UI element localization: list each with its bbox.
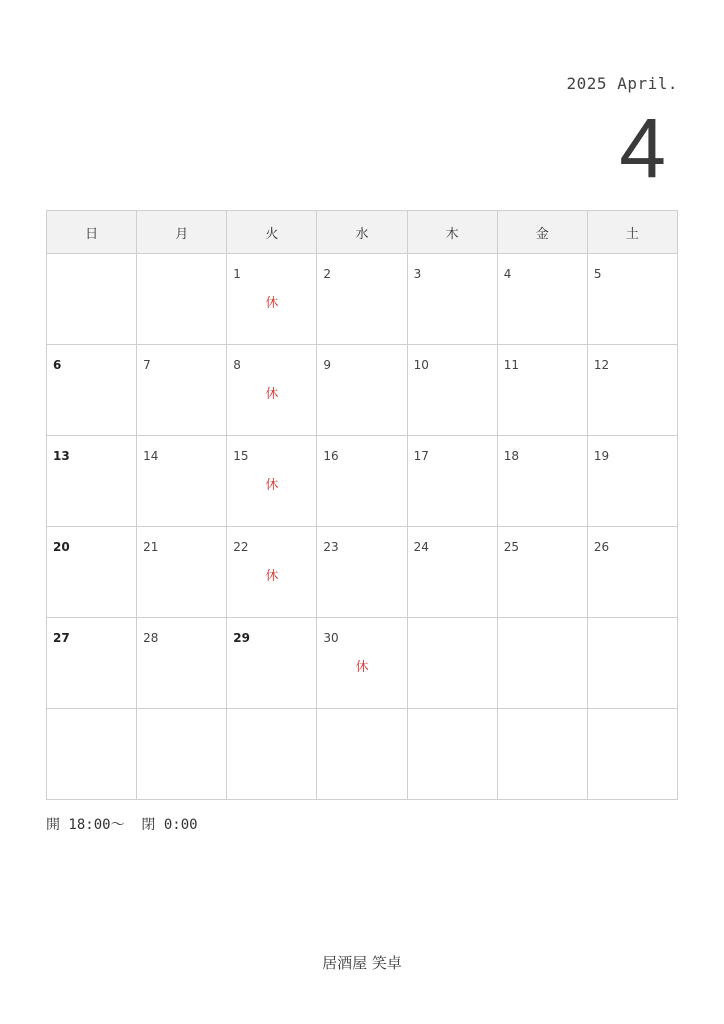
calendar-week-row — [47, 436, 678, 527]
day-number: 5 — [593, 267, 602, 281]
calendar-day-cell — [497, 345, 587, 436]
weekday-thu: 木 — [407, 211, 497, 254]
calendar-day-cell — [47, 527, 137, 618]
calendar-day-cell — [317, 254, 407, 345]
weekday-sat: 土 — [587, 211, 677, 254]
calendar-day-cell — [407, 436, 497, 527]
calendar-week-row — [47, 709, 678, 800]
weekday-mon: 月 — [137, 211, 227, 254]
calendar-day-cell — [497, 527, 587, 618]
weekday-sun: 日 — [47, 211, 137, 254]
day-number: 11 — [503, 358, 519, 372]
year-month-label: 2025 April. — [566, 74, 678, 93]
calendar-day-cell — [407, 254, 497, 345]
calendar-day-cell — [227, 345, 317, 436]
day-number: 27 — [53, 631, 70, 645]
closed-day-mark: 休 — [265, 478, 279, 493]
calendar-day-cell — [47, 618, 137, 709]
calendar-day-cell — [497, 709, 587, 800]
calendar-day-cell — [227, 436, 317, 527]
day-number: 19 — [593, 449, 610, 463]
calendar-day-cell — [227, 254, 317, 345]
day-number: 22 — [233, 540, 249, 554]
calendar-week-row — [47, 254, 678, 345]
calendar-grid — [46, 210, 678, 800]
day-number: 28 — [143, 631, 159, 645]
calendar-day-cell — [587, 254, 677, 345]
calendar-day-cell — [47, 709, 137, 800]
calendar-day-cell — [227, 709, 317, 800]
weekday-header-row — [47, 211, 678, 254]
closed-day-mark: 休 — [355, 660, 369, 675]
day-number: 7 — [143, 358, 151, 372]
shop-name: 居酒屋 笑卓 — [322, 954, 402, 972]
day-number: 21 — [143, 540, 159, 554]
calendar-day-cell — [407, 527, 497, 618]
month-number: 4 — [619, 101, 666, 195]
calendar-day-cell — [47, 254, 137, 345]
calendar-week-row — [47, 527, 678, 618]
calendar-week-row — [47, 618, 678, 709]
calendar-day-cell — [47, 345, 137, 436]
calendar-day-cell — [407, 709, 497, 800]
day-number: 18 — [503, 449, 519, 463]
day-number: 3 — [413, 267, 422, 281]
day-number: 4 — [503, 267, 512, 281]
calendar-day-cell — [317, 436, 407, 527]
calendar-day-cell — [137, 527, 227, 618]
closed-day-mark: 休 — [265, 387, 279, 402]
calendar-day-cell — [407, 345, 497, 436]
calendar-day-cell — [587, 709, 677, 800]
day-number: 15 — [233, 449, 249, 463]
day-number: 29 — [233, 631, 250, 645]
calendar-day-cell — [587, 436, 677, 527]
calendar-body — [47, 254, 678, 800]
calendar-day-cell — [317, 709, 407, 800]
weekday-wed: 水 — [317, 211, 407, 254]
calendar-day-cell — [137, 709, 227, 800]
calendar-day-cell — [317, 618, 407, 709]
calendar-day-cell — [227, 618, 317, 709]
day-number: 1 — [233, 267, 241, 281]
weekday-fri: 金 — [497, 211, 587, 254]
calendar-day-cell — [317, 345, 407, 436]
weekday-tue: 火 — [227, 211, 317, 254]
day-number: 6 — [53, 358, 62, 372]
calendar-day-cell — [407, 618, 497, 709]
day-number: 20 — [53, 540, 70, 554]
day-number: 8 — [233, 358, 241, 372]
calendar-day-cell — [587, 345, 677, 436]
calendar-day-cell — [137, 345, 227, 436]
day-number: 17 — [413, 449, 429, 463]
calendar-day-cell — [497, 254, 587, 345]
calendar-day-cell — [137, 618, 227, 709]
calendar-day-cell — [317, 527, 407, 618]
closed-day-mark: 休 — [265, 296, 279, 311]
day-number: 2 — [323, 267, 332, 281]
day-number: 24 — [413, 540, 429, 554]
day-number: 13 — [53, 449, 70, 463]
day-number: 23 — [323, 540, 339, 554]
calendar-day-cell — [137, 436, 227, 527]
calendar-day-cell — [137, 254, 227, 345]
day-number: 10 — [413, 358, 429, 372]
closed-day-mark: 休 — [265, 569, 279, 584]
business-hours: 開 18:00～ 閉 0:00 — [46, 817, 198, 833]
day-number: 16 — [323, 449, 339, 463]
calendar-day-cell — [47, 436, 137, 527]
calendar-week-row — [47, 345, 678, 436]
calendar-day-cell — [497, 436, 587, 527]
day-number: 25 — [503, 540, 519, 554]
day-number: 26 — [593, 540, 610, 554]
calendar-day-cell — [587, 527, 677, 618]
day-number: 14 — [143, 449, 159, 463]
calendar-day-cell — [587, 618, 677, 709]
day-number: 9 — [323, 358, 332, 372]
day-number: 30 — [323, 631, 339, 645]
calendar-day-cell — [497, 618, 587, 709]
day-number: 12 — [593, 358, 610, 372]
calendar-day-cell — [227, 527, 317, 618]
